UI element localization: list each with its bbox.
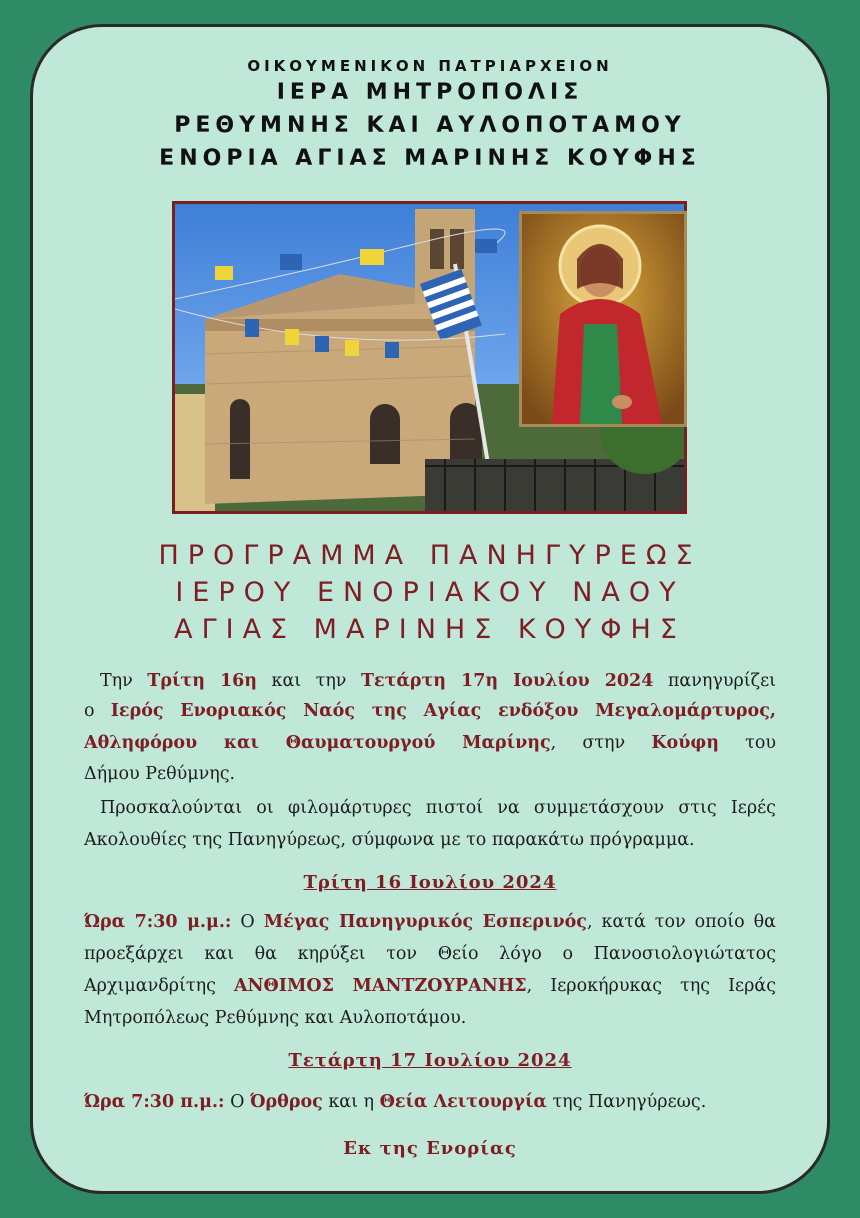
intro-invitation: Προσκαλούνται οι φιλομάρτυρες πιστοί να συμμετάσχουν στις Ιερές Ακολουθίες της Πανηγύρεως, σύμφωνα με το παρακάτω πρόγραμμα. — [84, 798, 776, 850]
day1-service: Μέγας Πανηγυρικός Εσπερινός — [263, 912, 587, 932]
header-patriarchate: ΟΙΚΟΥΜΕΝΙΚΟΝ ΠΑΤΡΙΑΡΧΕΙΟΝ — [247, 57, 613, 75]
intro-line-1 — [84, 666, 776, 696]
title-line-1: ΠΡΟΓΡΑΜΜΑ ΠΑΝΗΓΥΡΕΩΣ — [158, 540, 702, 571]
intro-text: και την — [257, 671, 361, 691]
intro-text: ο — [84, 701, 111, 721]
intro-date-2: Τετάρτη 17η Ιουλίου 2024 — [360, 671, 654, 691]
saint-marina-icon-image — [519, 211, 687, 427]
day1-text: , κατά τον οποίο θα προεξάρχει και θα κηρύξει τον Θείο λόγο ο Πανοσιολογιώτατος Αρχιμανδρίτης — [84, 912, 776, 996]
header-region: ΡΕΘΥΜΝΗΣ ΚΑΙ ΑΥΛΟΠΟΤΑΜΟΥ — [174, 113, 686, 138]
signature: Εκ της Ενορίας — [343, 1138, 517, 1159]
day1-text: , Ιεροκήρυκας της Ιεράς Μητροπόλεως Ρεθύμνης και Αυλοποτάμου. — [84, 976, 777, 1028]
intro-saint-name: Αθληφόρου και Θαυματουργού Μαρίνης — [84, 733, 551, 753]
day1-date: Τρίτη 16 Ιουλίου 2024 — [303, 872, 557, 893]
day2-service-matins: Όρθρος — [249, 1092, 323, 1112]
intro-village: Κούφη — [651, 733, 719, 753]
intro-line-4: Δήμου Ρεθύμνης. — [84, 764, 236, 784]
day1-time: Ώρα 7:30 μ.μ.: — [84, 912, 232, 932]
intro-text: πανηγυρίζει — [653, 671, 777, 691]
day1-program — [84, 906, 776, 1034]
day2-text: της Πανηγύρεως. — [546, 1092, 707, 1112]
day2-program — [84, 1087, 776, 1117]
title-line-2: ΙΕΡΟΥ ΕΝΟΡΙΑΚΟΥ ΝΑΟΥ — [175, 577, 685, 608]
intro-text: , στην — [550, 733, 652, 753]
day2-text: Ο — [224, 1092, 250, 1112]
intro-text: Την — [100, 671, 148, 691]
intro-text: του — [718, 733, 776, 753]
header-parish: ΕΝΟΡΙΑ ΑΓΙΑΣ ΜΑΡΙΝΗΣ ΚΟΥΦΗΣ — [159, 146, 701, 171]
day2-service-liturgy: Θεία Λειτουργία — [379, 1092, 547, 1112]
day2-text: και η — [322, 1092, 380, 1112]
day2-time: Ώρα 7:30 π.μ.: — [84, 1092, 225, 1112]
intro-line-2 — [84, 696, 776, 726]
intro-date-1: Τρίτη 16η — [147, 671, 258, 691]
day1-preacher: ΑΝΘΙΜΟΣ ΜΑΝΤΖΟΥΡΑΝΗΣ — [233, 976, 527, 996]
header-metropolis: ΙΕΡΑ ΜΗΤΡΟΠΟΛΙΣ — [276, 80, 584, 105]
title-line-3: ΑΓΙΑΣ ΜΑΡΙΝΗΣ ΚΟΥΦΗΣ — [174, 614, 686, 645]
day2-date: Τετάρτη 17 Ιουλίου 2024 — [288, 1050, 572, 1071]
intro-line-3 — [84, 728, 776, 758]
day1-text: Ο — [231, 912, 264, 932]
intro-church-name: Ιερός Ενοριακός Ναός της Αγίας ενδόξου Μεγαλομάρτυρος, — [110, 701, 776, 721]
